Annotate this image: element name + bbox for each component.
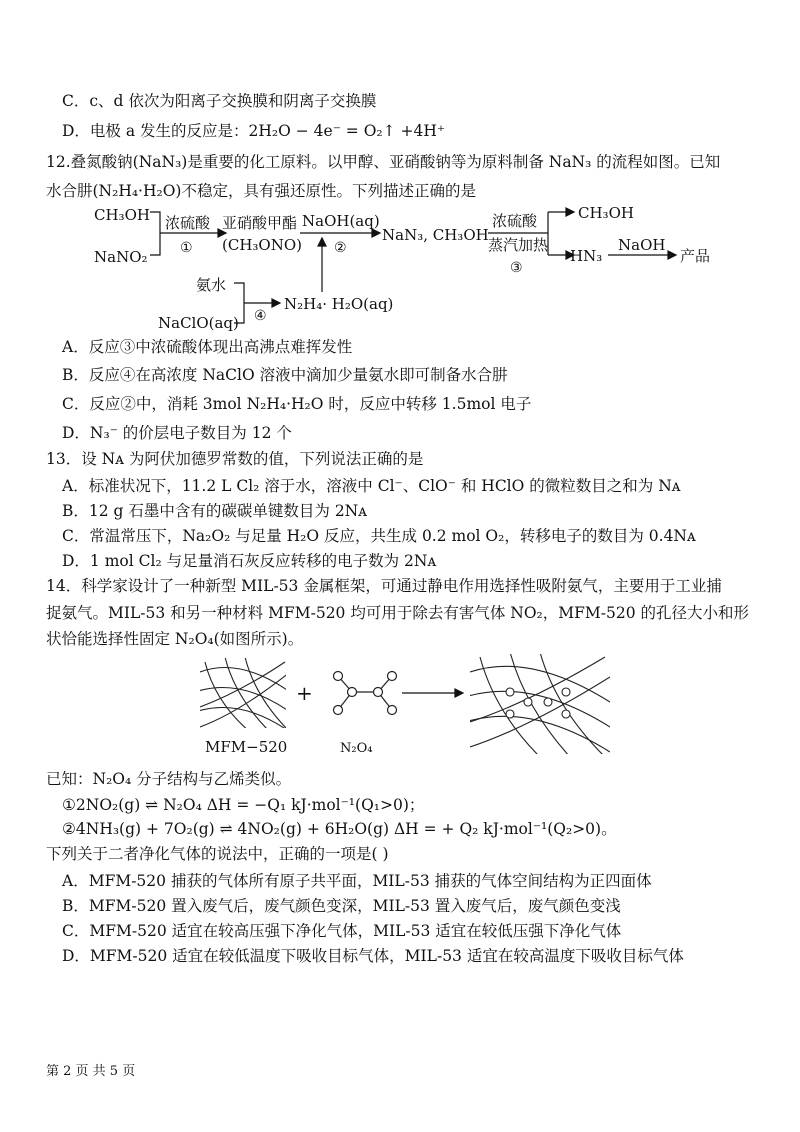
flow-step4: ④ <box>254 308 267 324</box>
q14-option-c: C．MFM-520 适宜在较高压强下净化气体，MIL-53 适宜在较低压强下净化气体 <box>62 922 622 940</box>
q14-ask: 下列关于二者净化气体的说法中，正确的一项是( ) <box>46 845 389 863</box>
flow-ch3oh: CH₃OH <box>94 206 150 224</box>
q13-option-a: A．标准状况下，11.2 L Cl₂ 溶于水，溶液中 Cl⁻、ClO⁻ 和 HClO 的微粒数目之和为 Nᴀ <box>62 477 681 495</box>
q13-stem: 13．设 Nᴀ 为阿伏加德罗常数的值，下列说法正确的是 <box>46 450 424 468</box>
q14-stem-line2: 捉氨气。MIL-53 和另一种材料 MFM-520 均可用于除去有害气体 NO₂，MFM-520 的孔径大小和形 <box>46 604 750 622</box>
q14-option-a: A．MFM-520 捕获的气体所有原子共平面，MIL-53 捕获的气体空间结构为正四面体 <box>62 872 652 890</box>
flow-cond3a: 浓硫酸 <box>492 212 538 230</box>
q12-option-b: B．反应④在高浓度 NaClO 溶液中滴加少量氨水即可制备水合肼 <box>62 366 508 384</box>
q12-stem-line2: 水合肼(N₂H₄·H₂O)不稳定，具有强还原性。下列描述正确的是 <box>46 182 476 200</box>
n2o4-molecule-icon <box>334 672 397 715</box>
q12-flow-diagram <box>0 200 800 340</box>
page-footer: 第 2 页 共 5 页 <box>46 1064 136 1079</box>
q11-option-c: C．c、d 依次为阳离子交换膜和阴离子交换膜 <box>62 92 377 110</box>
plus-sign: + <box>296 681 313 705</box>
q14-eq1: ①2NO₂(g) ⇌ N₂O₄ ΔH = −Q₁ kJ·mol⁻¹(Q₁>0)； <box>62 796 425 814</box>
mfm520-framework-icon <box>195 657 290 732</box>
flow-product: 产品 <box>680 247 711 265</box>
flow-nano2: NaNO₂ <box>94 248 148 266</box>
flow-ester: 亚硝酸甲酯 <box>222 214 298 232</box>
q12-option-d: D．N₃⁻ 的价层电子数目为 12 个 <box>62 424 292 442</box>
flow-ammonia: 氨水 <box>196 276 227 294</box>
q14-option-b: B．MFM-520 置入废气后，废气颜色变深，MIL-53 置入废气后，废气颜色变浅 <box>62 897 621 915</box>
flow-step3: ③ <box>510 260 523 276</box>
flow-hn3: HN₃ <box>570 247 603 265</box>
flow-cond-naoh: NaOH <box>618 236 666 254</box>
q13-option-b: B．12 g 石墨中含有的碳碳单键数目为 2Nᴀ <box>62 502 367 520</box>
flow-step1: ① <box>180 240 193 256</box>
flow-out-ch3oh: CH₃OH <box>578 204 634 222</box>
q11-option-d: D．电极 a 发生的反应是：2H₂O − 4e⁻ = O₂↑ +4H⁺ <box>62 122 446 140</box>
flow-hydrazine: N₂H₄· H₂O(aq) <box>284 295 394 313</box>
q14-stem-line1: 14．科学家设计了一种新型 MIL-53 金属框架，可通过静电作用选择性吸附氨气，主要用于工业捕 <box>46 577 722 595</box>
fig-label-n2o4: N₂O₄ <box>340 741 373 756</box>
mfm520-with-n2o4-icon <box>465 652 610 757</box>
q14-mfm520-figure <box>0 652 800 760</box>
q12-stem-line1: 12.叠氮酸钠(NaN₃)是重要的化工原料。以甲醇、亚硝酸钠等为原料制备 NaN₃ 的流程如图。已知 <box>46 153 721 171</box>
flow-naclo: NaClO(aq) <box>158 314 239 332</box>
q14-option-d: D．MFM-520 适宜在较低温度下吸收目标气体，MIL-53 适宜在较高温度下吸收目标气体 <box>62 947 684 965</box>
q12-option-c: C．反应②中，消耗 3mol N₂H₄·H₂O 时，反应中转移 1.5mol 电子 <box>62 395 532 413</box>
flow-ester-formula: (CH₃ONO) <box>222 236 302 254</box>
flow-step2: ② <box>334 240 347 256</box>
q13-option-d: D．1 mol Cl₂ 与足量消石灰反应转移的电子数为 2Nᴀ <box>62 552 437 570</box>
flow-cond2: NaOH(aq) <box>302 212 380 230</box>
q13-option-c: C．常温常压下，Na₂O₂ 与足量 H₂O 反应，共生成 0.2 mol O₂，转移电子的数目为 0.4Nᴀ <box>62 527 696 545</box>
flow-cond3b: 蒸汽加热 <box>488 236 549 254</box>
q14-stem-line3: 状恰能选择性固定 N₂O₄(如图所示)。 <box>46 630 304 648</box>
q12-option-a: A．反应③中浓硫酸体现出高沸点难挥发性 <box>62 338 353 356</box>
fig-label-mfm520: MFM−520 <box>205 738 288 756</box>
q14-known: 已知：N₂O₄ 分子结构与乙烯类似。 <box>46 770 292 788</box>
flow-mid: NaN₃, CH₃OH <box>382 226 489 244</box>
q14-eq2: ②4NH₃(g) + 7O₂(g) ⇌ 4NO₂(g) + 6H₂O(g) ΔH = + Q₂ kJ·mol⁻¹(Q₂>0)。 <box>62 820 617 838</box>
flow-cond1: 浓硫酸 <box>165 214 211 232</box>
